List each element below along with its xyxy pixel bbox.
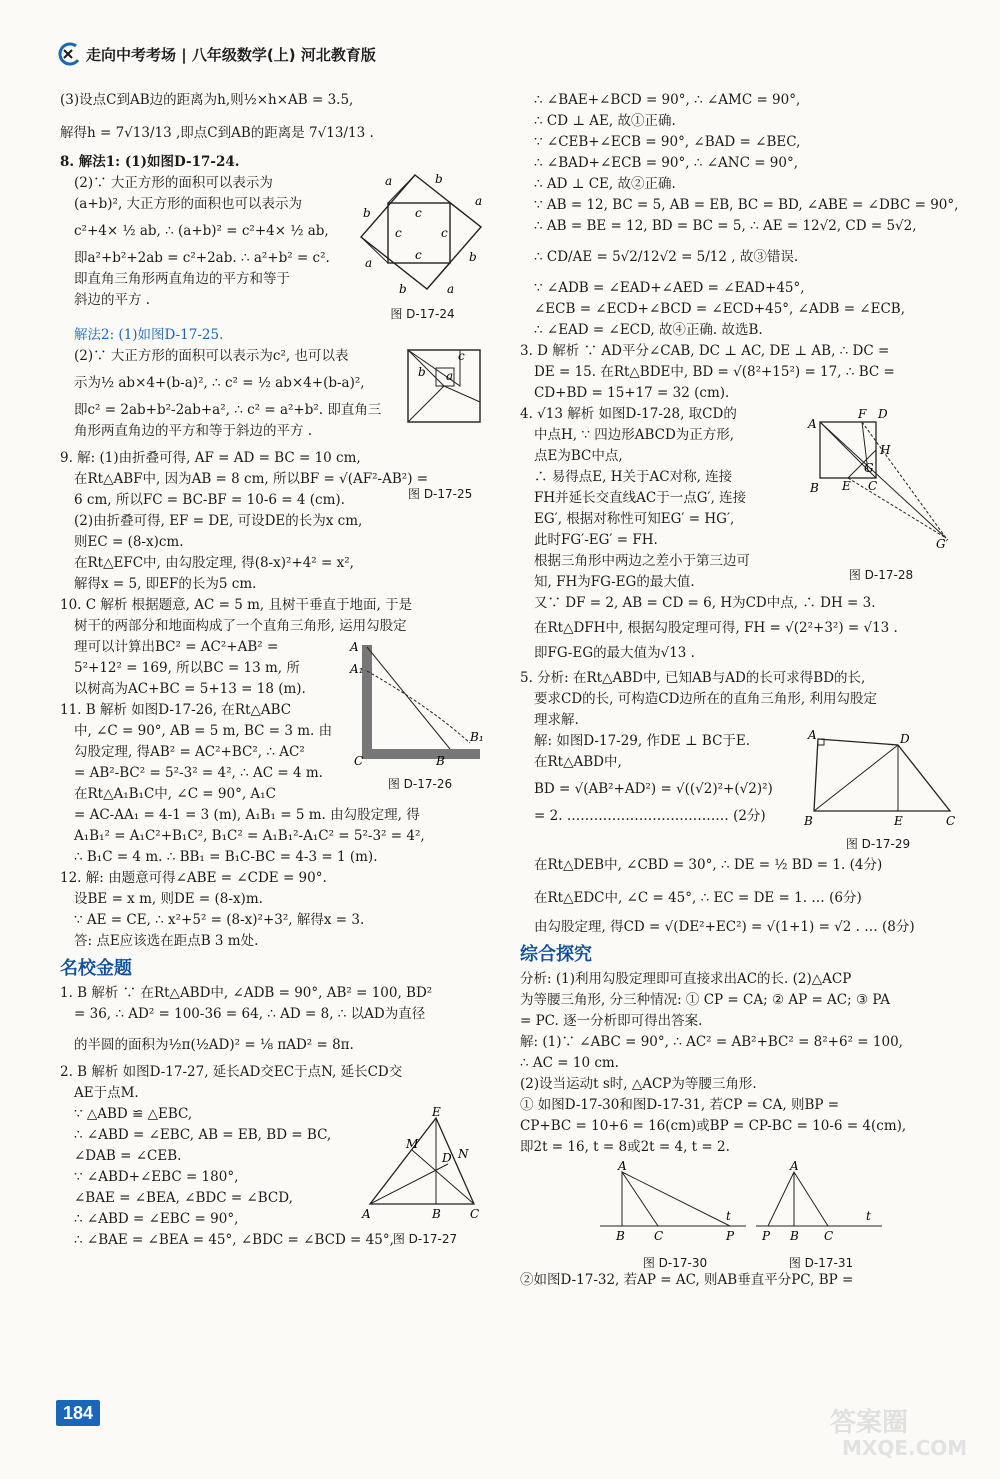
figure-d-17-24 bbox=[355, 167, 490, 325]
figure-d-17-27-diagram bbox=[360, 1105, 490, 1222]
left-column bbox=[60, 90, 490, 1251]
text-line: 知, FH为FG-EG的最大值. bbox=[534, 574, 695, 590]
text-line: 由勾股定理, 得CD = √(DE²+EC²) = √(1+1) = √2 . … (8分) bbox=[534, 919, 915, 935]
text-line: 在Rt△A₁B₁C中, ∠C = 90°, A₁C bbox=[74, 786, 276, 802]
text-line: 8. 解法1: (1)如图D-17-24. bbox=[60, 154, 240, 170]
svg-text:D: D bbox=[878, 407, 888, 421]
figure-caption: 图 D-17-24 bbox=[390, 307, 455, 321]
right-column bbox=[520, 90, 959, 1291]
svg-text:B: B bbox=[810, 481, 819, 495]
text-line: 解得h = 7√13/13 ,即点C到AB的距离是 7√13/13 . bbox=[60, 125, 374, 141]
text-line: 即FG-EG的最大值为√13 . bbox=[534, 645, 695, 661]
text-line: ① 如图D-17-30和图D-17-31, 若CP = CA, 则BP = bbox=[520, 1097, 840, 1113]
text-line: ∴ ∠BAE = ∠BEA = 45°, ∠BDC = ∠BCD = 45°, bbox=[74, 1232, 394, 1248]
text-line: ∴ CD ⊥ AE, 故①正确. bbox=[534, 113, 676, 129]
figure-d-17-27 bbox=[360, 1105, 490, 1250]
text-line: 在Rt△ABF中, 因为AB = 8 cm, 所以BF = √(AF²-AB²) = bbox=[74, 471, 429, 487]
svg-text:c: c bbox=[395, 226, 402, 240]
text-line: 在Rt△EFC中, 由勾股定理, 得(8-x)²+4² = x², bbox=[74, 555, 354, 571]
svg-text:C: C bbox=[654, 1229, 664, 1243]
svg-text:b: b bbox=[435, 172, 443, 186]
figure-caption: 图 D-17-31 bbox=[788, 1256, 854, 1270]
svg-text:C: C bbox=[354, 754, 364, 768]
svg-text:N: N bbox=[458, 1147, 469, 1161]
text-line: = PC. 逐一分析即可得出答案. bbox=[520, 1013, 703, 1029]
text-line: CD+BD = 15+17 = 32 (cm). bbox=[534, 385, 730, 401]
svg-text:A: A bbox=[790, 1159, 799, 1173]
logo-icon bbox=[56, 42, 82, 66]
text-line: ∵ AE = CE, ∴ x²+5² = (8-x)²+3², 解得x = 3. bbox=[74, 912, 365, 928]
svg-text:a: a bbox=[446, 369, 454, 383]
watermark-url: MXQE.COM bbox=[842, 1436, 968, 1460]
text-line: (2)∵ 大正方形的面积可以表示为 bbox=[74, 175, 273, 191]
text-line: 9. 解: (1)由折叠可得, AF = AD = BC = 10 cm, bbox=[60, 450, 361, 466]
figure-d-17-30 bbox=[600, 1159, 750, 1274]
svg-text:t: t bbox=[726, 1209, 731, 1223]
text-line: = AB²-BC² = 5²-3² = 4², ∴ AC = 4 m. bbox=[74, 765, 323, 781]
text-line: 解: 如图D-17-29, 作DE ⊥ BC于E. bbox=[534, 733, 751, 749]
text-line: 即直角三角形两直角边的平方和等于 bbox=[74, 271, 290, 287]
text-line: 以树高为AC+BC = 5+13 = 18 (m). bbox=[74, 681, 306, 697]
page-number: 184 bbox=[56, 1400, 100, 1426]
text-line: 5. 分析: 在Rt△ABD中, 已知AB与AD的长可求得BD的长, bbox=[520, 670, 866, 686]
text-line: 1. B 解析 ∵ 在Rt△ABD中, ∠ADB = 90°, AB² = 100, BD² bbox=[60, 985, 433, 1001]
figure-d-17-29-diagram bbox=[800, 728, 956, 828]
text-line: 在Rt△ABD中, bbox=[534, 754, 622, 770]
header-title: 走向中考考场 | 八年级数学(上) 河北教育版 bbox=[86, 46, 376, 64]
svg-text:D: D bbox=[442, 1151, 452, 1165]
figure-d-17-26-diagram bbox=[350, 637, 490, 767]
text-line: 11. B 解析 如图D-17-26, 在Rt△ABC bbox=[60, 702, 292, 718]
text-line: A₁B₁² = A₁C²+B₁C², B₁C² = A₁B₁²-A₁C² = 5²-3² = 4², bbox=[74, 828, 425, 844]
text-line: (2)设当运动t s时, △ACP为等腰三角形. bbox=[520, 1076, 757, 1092]
svg-text:t: t bbox=[866, 1209, 871, 1223]
text-line: 中, ∠C = 90°, AB = 5 m, BC = 3 m. 由 bbox=[74, 723, 333, 739]
text-line: 答: 点E应该选在距点B 3 m处. bbox=[74, 933, 259, 949]
text-line: 的半圆的面积为½π(½AD)² = ⅛ πAD² = 8π. bbox=[74, 1037, 354, 1053]
svg-text:G: G bbox=[864, 461, 874, 475]
figure-d-17-29 bbox=[800, 728, 956, 855]
text-line: 示为½ ab×4+(b-a)², ∴ c² = ½ ab×4+(b-a)², bbox=[74, 375, 365, 391]
text-line: ∵ ∠ADB = ∠EAD+∠AED = ∠EAD+45°, bbox=[534, 280, 805, 296]
text-line: = 36, ∴ AD² = 100-36 = 64, ∴ AD = 8, ∴ 以AD为直径 bbox=[74, 1006, 426, 1022]
section-title-zonghe: 综合探究 bbox=[520, 944, 592, 965]
svg-text:P: P bbox=[726, 1229, 735, 1243]
text-line: 斜边的平方 . bbox=[74, 292, 151, 308]
svg-text:A: A bbox=[618, 1159, 627, 1173]
svg-text:a: a bbox=[447, 282, 455, 296]
figure-row bbox=[520, 1158, 956, 1270]
text-line: 4. √13 解析 如图D-17-28, 取CD的 bbox=[520, 406, 737, 422]
text-line: (3)设点C到AB边的距离为h,则½×h×AB = 3.5, bbox=[60, 92, 354, 108]
svg-text:A: A bbox=[808, 728, 817, 742]
svg-text:b: b bbox=[469, 250, 477, 264]
text-line: DE = 15. 在Rt△BDE中, BD = √(8²+15²) = 17, ∴ BC = bbox=[534, 364, 895, 380]
svg-text:B₁: B₁ bbox=[470, 730, 484, 744]
watermark-logo: 答案圈 bbox=[830, 1408, 909, 1438]
svg-text:E: E bbox=[842, 479, 851, 493]
text-line: ∠DAB = ∠CEB. bbox=[74, 1148, 182, 1164]
text-line: ∴ ∠ABD = ∠EBC, AB = EB, BD = BC, bbox=[74, 1127, 332, 1143]
svg-text:G′: G′ bbox=[936, 537, 949, 551]
text-line: ∴ 易得点E, H关于AC对称, 连接 bbox=[534, 469, 733, 485]
text-line: ∴ AC = 10 cm. bbox=[520, 1055, 619, 1071]
figure-caption: 图 D-17-29 bbox=[845, 837, 911, 851]
text-line: 则EC = (8-x)cm. bbox=[74, 534, 184, 550]
figure-caption: 图 D-17-28 bbox=[848, 568, 914, 582]
svg-text:c: c bbox=[415, 248, 422, 262]
text-line: 即2t = 16, t = 8或2t = 4, t = 2. bbox=[520, 1139, 730, 1155]
text-line: 分析: (1)利用勾股定理即可直接求出AC的长. (2)△ACP bbox=[520, 971, 852, 987]
text-line: ∠BAE = ∠BEA, ∠BDC = ∠BCD, bbox=[74, 1190, 293, 1206]
text-line: 理求解. bbox=[534, 712, 579, 728]
svg-text:C: C bbox=[470, 1207, 480, 1221]
svg-text:D: D bbox=[900, 732, 910, 746]
text-line: ∴ ∠EAD = ∠ECD, 故④正确. 故选B. bbox=[534, 322, 763, 338]
text-line: 2. B 解析 如图D-17-27, 延长AD交EC于点N, 延长CD交 bbox=[60, 1064, 403, 1080]
text-line: = 2. ……………………………… (2分) bbox=[534, 808, 766, 824]
text-line: 根据三角形中两边之差小于第三边可 bbox=[534, 553, 750, 569]
text-line: 角形两直角边的平方和等于斜边的平方 . bbox=[74, 423, 313, 439]
figure-caption: 图 D-17-25 bbox=[408, 487, 473, 501]
text-line: 在Rt△EDC中, ∠C = 45°, ∴ EC = DE = 1. … (6分) bbox=[534, 890, 862, 906]
text-line: ∴ AD ⊥ CE, 故②正确. bbox=[534, 176, 676, 192]
text-line: 即c² = 2ab+b²-2ab+a², ∴ c² = a²+b². 即直角三 bbox=[74, 402, 382, 418]
svg-text:b: b bbox=[363, 206, 371, 220]
svg-text:A: A bbox=[350, 640, 359, 654]
svg-text:H: H bbox=[880, 443, 891, 457]
section-title-mingxiao: 名校金题 bbox=[60, 958, 132, 979]
svg-text:c: c bbox=[441, 226, 448, 240]
svg-text:C: C bbox=[868, 479, 878, 493]
text-line: 解法2: (1)如图D-17-25. bbox=[74, 327, 224, 343]
svg-text:b: b bbox=[399, 282, 407, 296]
svg-text:B: B bbox=[804, 814, 813, 828]
svg-text:a: a bbox=[365, 256, 373, 270]
text-line: ∴ ∠BAD+∠ECB = 90°, ∴ ∠ANC = 90°, bbox=[534, 155, 799, 171]
figure-caption: 图 D-17-26 bbox=[387, 777, 453, 791]
text-line: 即a²+b²+2ab = c²+2ab. ∴ a²+b² = c². bbox=[74, 250, 330, 266]
text-line: ②如图D-17-32, 若AP = AC, 则AB垂直平分PC, BP = bbox=[520, 1272, 854, 1288]
text-line: ∵ AB = 12, BC = 5, AB = EB, BC = BD, ∠ABE = ∠DBC = 90°, bbox=[534, 197, 959, 213]
figure-d-17-26 bbox=[350, 637, 490, 795]
figure-d-17-24-diagram bbox=[355, 167, 490, 297]
text-line: ∴ AB = BE = 12, BD = BC = 5, ∴ AE = 12√2, CD = 5√2, bbox=[534, 218, 917, 234]
figure-d-17-31-diagram bbox=[756, 1159, 886, 1246]
text-line: BD = √(AB²+AD²) = √((√2)²+(√2)²) bbox=[534, 781, 773, 797]
svg-text:F: F bbox=[858, 407, 867, 421]
text-line: ∴ ∠ABD = ∠EBC = 90°, bbox=[74, 1211, 239, 1227]
text-line: FH并延长交直线AC于一点G′, 连接 bbox=[534, 490, 747, 506]
figure-d-17-25-diagram bbox=[404, 346, 484, 426]
text-line: 此时FG′-EG′ = FH. bbox=[534, 532, 658, 548]
text-line: ∵ ∠CEB+∠ECB = 90°, ∠BAD = ∠BEC, bbox=[534, 134, 801, 150]
text-line: 点E为BC中点, bbox=[534, 448, 623, 464]
text-line: 中点H, ∵ 四边形ABCD为正方形, bbox=[534, 427, 735, 443]
text-line: 要求CD的长, 可构造CD边所在的直角三角形, 利用勾股定 bbox=[534, 691, 877, 707]
svg-text:B: B bbox=[436, 754, 445, 768]
page-header bbox=[50, 42, 950, 66]
svg-text:c: c bbox=[458, 349, 465, 363]
text-line: c²+4× ½ ab, ∴ (a+b)² = c²+4× ½ ab, bbox=[74, 223, 329, 239]
text-line: EG′, 根据对称性可知EG′ = HG′, bbox=[534, 511, 735, 527]
text-line: 3. D 解析 ∵ AD平分∠CAB, DC ⊥ AC, DE ⊥ AB, ∴ DC = bbox=[520, 343, 890, 359]
text-line: (a+b)², 大正方形的面积也可以表示为 bbox=[74, 196, 303, 212]
svg-text:B: B bbox=[616, 1229, 625, 1243]
text-line: (2)由折叠可得, EF = DE, 可设DE的长为x cm, bbox=[74, 513, 363, 529]
svg-text:A: A bbox=[808, 417, 817, 431]
svg-text:b: b bbox=[418, 365, 426, 379]
svg-text:A₁: A₁ bbox=[350, 662, 364, 676]
figure-d-17-30-diagram bbox=[600, 1159, 750, 1246]
text-line: 5²+12² = 169, 所以BC = 13 m, 所 bbox=[74, 660, 300, 676]
svg-text:c: c bbox=[415, 206, 422, 220]
text-line: 理可以计算出BC² = AC²+AB² = bbox=[74, 639, 279, 655]
text-line: CP+BC = 10+6 = 16(cm)或BP = CP-BC = 10-6 = 4(cm), bbox=[520, 1118, 907, 1134]
svg-text:a: a bbox=[475, 194, 483, 208]
svg-text:C: C bbox=[946, 814, 956, 828]
svg-text:E: E bbox=[894, 814, 903, 828]
svg-text:E: E bbox=[432, 1105, 441, 1119]
text-line: 为等腰三角形, 分三种情况: ① CP = CA; ② AP = AC; ③ PA bbox=[520, 992, 890, 1008]
text-line: 在Rt△DFH中, 根据勾股定理可得, FH = √(2²+3²) = √13 . bbox=[534, 620, 898, 636]
text-line: 解得x = 5, 即EF的长为5 cm. bbox=[74, 576, 257, 592]
svg-text:A: A bbox=[362, 1207, 371, 1221]
text-line: AE于点M. bbox=[74, 1085, 139, 1101]
figure-d-17-28 bbox=[806, 408, 956, 586]
svg-text:B: B bbox=[432, 1207, 441, 1221]
text-line: ∠ECB = ∠ECD+∠BCD = ∠ECD+45°, ∠ADB = ∠ECB, bbox=[534, 301, 906, 317]
figure-caption: 图 D-17-30 bbox=[642, 1256, 708, 1270]
figure-caption: 图 D-17-27 bbox=[392, 1232, 458, 1246]
text-line: 又∵ DF = 2, AB = CD = 6, H为CD中点, ∴ DH = 3. bbox=[534, 595, 876, 611]
svg-text:a: a bbox=[385, 174, 393, 188]
text-line: ∴ B₁C = 4 m. ∴ BB₁ = B₁C-BC = 4-3 = 1 (m). bbox=[74, 849, 378, 865]
text-line: 设BE = x m, 则DE = (8-x)m. bbox=[74, 891, 263, 907]
text-line: 10. C 解析 根据题意, AC = 5 m, 且树干垂直于地面, 于是 bbox=[60, 597, 413, 613]
svg-text:B: B bbox=[790, 1229, 799, 1243]
text-line: 12. 解: 由题意可得∠ABE = ∠CDE = 90°. bbox=[60, 870, 327, 886]
text-line: 解: (1)∵ ∠ABC = 90°, ∴ AC² = AB²+BC² = 8²+6² = 100, bbox=[520, 1034, 903, 1050]
figure-d-17-31 bbox=[756, 1159, 886, 1274]
text-line: 树干的两部分和地面构成了一个直角三角形, 运用勾股定 bbox=[74, 618, 407, 634]
svg-text:M: M bbox=[406, 1137, 419, 1151]
text-line: = AC-AA₁ = 4-1 = 3 (m), A₁B₁ = 5 m. 由勾股定理, 得 bbox=[74, 807, 420, 823]
text-line: 勾股定理, 得AB² = AC²+BC², ∴ AC² bbox=[74, 744, 305, 760]
text-line: ∵ ∠ABD+∠EBC = 180°, bbox=[74, 1169, 239, 1185]
text-line: ∵ △ABD ≌ △EBC, bbox=[74, 1106, 193, 1122]
text-line: 6 cm, 所以FC = BC-BF = 10-6 = 4 (cm). bbox=[74, 492, 345, 508]
figure-d-17-28-diagram bbox=[806, 408, 956, 558]
svg-text:P: P bbox=[762, 1229, 771, 1243]
figure-d-17-25 bbox=[404, 346, 490, 433]
text-line: ∴ ∠BAE+∠BCD = 90°, ∴ ∠AMC = 90°, bbox=[534, 92, 801, 108]
text-line: 在Rt△DEB中, ∠CBD = 30°, ∴ DE = ½ BD = 1. (4分) bbox=[534, 857, 883, 873]
svg-text:C: C bbox=[824, 1229, 834, 1243]
text-line: (2)∵ 大正方形的面积可以表示为c², 也可以表 bbox=[74, 348, 349, 364]
text-line: ∴ CD/AE = 5√2/12√2 = 5/12 , 故③错误. bbox=[534, 249, 799, 265]
